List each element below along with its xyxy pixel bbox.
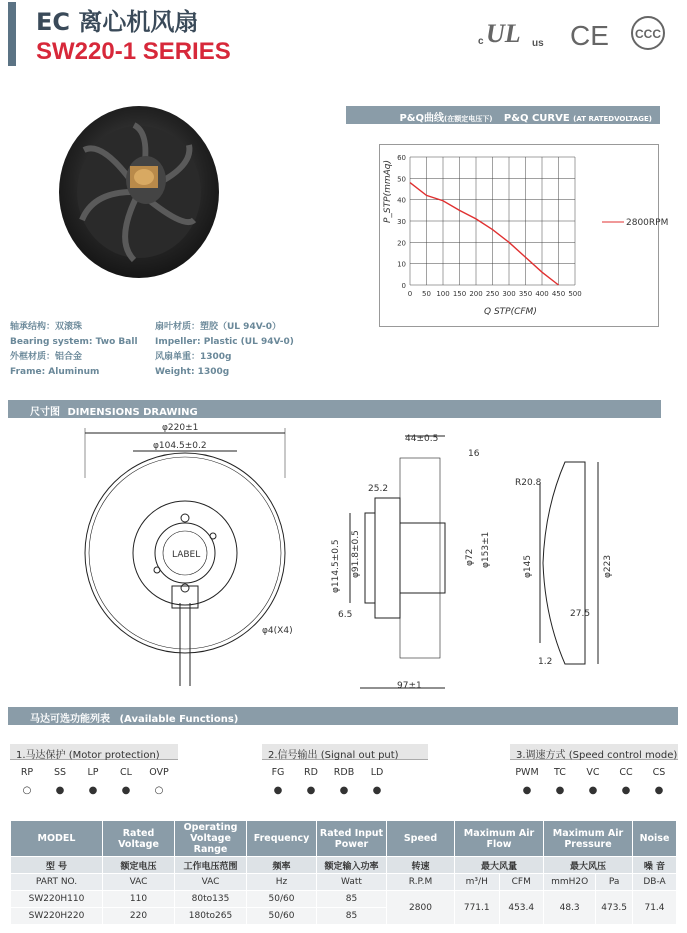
func-g3-item: CC bbox=[619, 767, 633, 778]
row1-voltage: 110 bbox=[103, 891, 175, 908]
th-voltage: Rated Voltage bbox=[103, 821, 175, 857]
pq-xtick: 300 bbox=[502, 290, 516, 298]
row1-power: 85 bbox=[317, 891, 387, 908]
dim-w27: 27.5 bbox=[570, 609, 591, 619]
dim-holes: φ4(X4) bbox=[262, 626, 293, 636]
dim-d72: φ72 bbox=[465, 548, 475, 566]
dim-d145: φ145 bbox=[523, 554, 533, 578]
unit-part: PART NO. bbox=[11, 874, 103, 891]
dim-w16: 16 bbox=[468, 449, 480, 459]
pq-xlabel: Q STP(CFM) bbox=[484, 307, 537, 317]
func-g3-dot: ● bbox=[621, 785, 631, 796]
dim-d153: φ153±1 bbox=[481, 531, 491, 568]
title-cn: EC 离心机风扇 bbox=[36, 8, 199, 36]
th-cn-power: 额定输入功率 bbox=[317, 857, 387, 874]
dim-w44: 44±0.5 bbox=[405, 434, 439, 444]
unit-m3h: m³/H bbox=[455, 874, 500, 891]
row1-model: SW220H110 bbox=[11, 891, 103, 908]
accent-bar bbox=[8, 2, 16, 66]
func-g1-dot: ● bbox=[121, 785, 131, 796]
func-bar-en: (Available Functions) bbox=[119, 714, 239, 725]
dim-d223: φ223 bbox=[603, 554, 613, 578]
table-header-en bbox=[11, 821, 677, 857]
th-pressure: Maximum Air Pressure bbox=[544, 821, 633, 857]
pq-series-2800rpm bbox=[410, 183, 559, 285]
dim-bar-cn: 尺寸图 bbox=[30, 407, 60, 418]
func-g1-dot: ● bbox=[88, 785, 98, 796]
cell-cfm: 453.4 bbox=[499, 891, 544, 925]
unit-vac: VAC bbox=[103, 874, 175, 891]
unit-vac-range: VAC bbox=[175, 874, 247, 891]
th-cn-range: 工作电压范围 bbox=[175, 857, 247, 874]
pq-ytick: 30 bbox=[397, 218, 406, 226]
dim-w12: 1.2 bbox=[538, 657, 553, 667]
func-group-3-header: 3.调速方式 (Speed control mode) bbox=[510, 744, 678, 760]
fan-photo bbox=[54, 100, 224, 290]
dimensions-bar bbox=[8, 400, 661, 418]
func-g2-item: RD bbox=[304, 767, 318, 778]
pq-ytick: 50 bbox=[397, 175, 406, 184]
func-group-2-header: 2.信号输出 (Signal out put) bbox=[262, 744, 428, 760]
dim-w25: 25.2 bbox=[368, 484, 389, 494]
pq-bar-en: P&Q CURVE bbox=[503, 113, 570, 124]
cell-m3h: 771.1 bbox=[455, 891, 500, 925]
func-g1-item: LP bbox=[87, 767, 99, 778]
func-g3-dot: ● bbox=[555, 785, 565, 796]
func-g3-item: CS bbox=[652, 767, 666, 778]
dim-bar-en: DIMENSIONS DRAWING bbox=[67, 407, 198, 418]
th-range: Operating Voltage Range bbox=[175, 821, 247, 857]
pq-ytick: 0 bbox=[401, 282, 406, 290]
func-bar-cn: 马达可选功能列表 bbox=[30, 714, 110, 725]
func-g2-item: FG bbox=[271, 767, 285, 778]
pq-xtick: 200 bbox=[469, 290, 483, 298]
pq-ytick: 40 bbox=[397, 196, 406, 205]
row2-range: 180to265 bbox=[175, 908, 247, 925]
func-g3-dot: ● bbox=[522, 785, 532, 796]
th-freq: Frequency bbox=[247, 821, 317, 857]
cell-speed: 2800 bbox=[387, 891, 455, 925]
pq-xtick: 500 bbox=[568, 290, 582, 298]
dim-w97: 97±1 bbox=[397, 681, 422, 691]
th-cn-noise: 噪 音 bbox=[633, 857, 677, 874]
cert-logos bbox=[478, 16, 678, 50]
pq-xtick: 150 bbox=[452, 290, 467, 298]
dim-d114: φ114.5±0.5 bbox=[331, 539, 341, 593]
dim-r20: R20.8 bbox=[515, 478, 542, 488]
pq-header-bar bbox=[346, 106, 660, 124]
func-g1-item: CL bbox=[120, 767, 132, 778]
func-g3-item: PWM bbox=[515, 767, 539, 778]
dim-w6: 6.5 bbox=[338, 610, 353, 620]
func-g1-item: SS bbox=[53, 767, 67, 778]
func-g2-dot: ● bbox=[306, 785, 316, 796]
pq-xtick: 350 bbox=[518, 290, 533, 298]
row1-freq: 50/60 bbox=[247, 891, 317, 908]
bearing-en: Bearing system: Two Ball bbox=[10, 337, 138, 347]
th-cn-freq: 频率 bbox=[247, 857, 317, 874]
row2-freq: 50/60 bbox=[247, 908, 317, 925]
func-g1-item: OVP bbox=[149, 767, 169, 778]
unit-mmh2o: mmH2O bbox=[544, 874, 596, 891]
th-cn-voltage: 额定电压 bbox=[103, 857, 175, 874]
dim-label: LABEL bbox=[172, 550, 201, 560]
unit-hz: Hz bbox=[247, 874, 317, 891]
pq-ytick: 60 bbox=[397, 154, 406, 162]
ce-logo: CE bbox=[570, 20, 609, 51]
cell-noise: 71.4 bbox=[633, 891, 677, 925]
pq-xtick: 250 bbox=[485, 290, 500, 298]
dim-d91: φ91.8±0.5 bbox=[351, 530, 361, 578]
dim-d104: φ104.5±0.2 bbox=[153, 441, 207, 451]
func-g3-item: TC bbox=[554, 767, 566, 778]
svg-text:us: us bbox=[532, 38, 544, 49]
th-cn-model: 型 号 bbox=[11, 857, 103, 874]
pq-ylabel: P_STP(mmAq) bbox=[383, 160, 393, 223]
pq-xtick: 0 bbox=[407, 290, 413, 298]
func-g2-dot: ● bbox=[273, 785, 283, 796]
func-g2-item: LD bbox=[370, 767, 384, 778]
functions-bar bbox=[8, 707, 678, 725]
side-view bbox=[350, 436, 445, 688]
func-g1-dot: ○ bbox=[154, 785, 164, 796]
table-row bbox=[11, 891, 677, 908]
table-units bbox=[11, 874, 677, 891]
weight-cn: 风扇单重：1300g bbox=[155, 352, 232, 362]
th-cn-airflow: 最大风量 bbox=[455, 857, 544, 874]
pq-ytick: 20 bbox=[397, 239, 406, 248]
pq-xtick: 450 bbox=[551, 290, 566, 298]
pq-ticks bbox=[397, 154, 582, 298]
pq-xtick: 100 bbox=[436, 290, 450, 298]
spec-left bbox=[10, 320, 138, 380]
ul-logo bbox=[478, 19, 544, 49]
func-g1-dot: ○ bbox=[22, 785, 32, 796]
func-g2-dot: ● bbox=[339, 785, 349, 796]
ccc-logo bbox=[632, 17, 664, 49]
func-g3-dot: ● bbox=[588, 785, 598, 796]
unit-pa: Pa bbox=[596, 874, 633, 891]
spec-table bbox=[10, 820, 677, 925]
unit-watt: Watt bbox=[317, 874, 387, 891]
frame-cn: 外框材质：铝合金 bbox=[10, 352, 83, 362]
pq-xtick: 50 bbox=[422, 290, 431, 298]
table-header-cn bbox=[11, 857, 677, 874]
dimension-drawing bbox=[60, 418, 680, 698]
frame-en: Frame: Aluminum bbox=[10, 367, 100, 377]
unit-dba: DB-A bbox=[633, 874, 677, 891]
pq-bar-en-small: (AT RATEDVOLTAGE) bbox=[573, 115, 652, 123]
pq-chart-box bbox=[379, 144, 669, 327]
func-group-1-header: 1.马达保护 (Motor protection) bbox=[10, 744, 178, 760]
weight-en: Weight: 1300g bbox=[155, 367, 230, 377]
th-model: MODEL bbox=[11, 821, 103, 857]
func-g3-item: VC bbox=[586, 767, 600, 778]
svg-text:CCC: CCC bbox=[635, 27, 661, 41]
th-power: Rated Input Power bbox=[317, 821, 387, 857]
spec-right bbox=[155, 320, 294, 380]
svg-text:c: c bbox=[478, 36, 484, 47]
title-en: SW220-1 SERIES bbox=[36, 38, 231, 65]
th-cn-speed: 转速 bbox=[387, 857, 455, 874]
pq-legend: 2800RPM bbox=[626, 218, 669, 228]
th-noise: Noise bbox=[633, 821, 677, 857]
svg-text:UL: UL bbox=[486, 19, 521, 48]
row2-power: 85 bbox=[317, 908, 387, 925]
pq-bar-cn-small: (在额定电压下) bbox=[444, 115, 493, 123]
func-g2-dot: ● bbox=[372, 785, 382, 796]
th-speed: Speed bbox=[387, 821, 455, 857]
func-g1-item: RP bbox=[20, 767, 34, 778]
impeller-cn: 扇叶材质：塑胶（UL 94V-0） bbox=[155, 322, 282, 332]
pq-grid bbox=[410, 157, 575, 285]
func-g3-dot: ● bbox=[654, 785, 664, 796]
bearing-cn: 轴承结构：双滚珠 bbox=[10, 322, 83, 332]
pq-chart bbox=[380, 145, 669, 326]
unit-rpm: R.P.M bbox=[387, 874, 455, 891]
th-cn-pressure: 最大风压 bbox=[544, 857, 633, 874]
profile-view bbox=[540, 462, 598, 664]
func-g2-item: RDB bbox=[333, 767, 355, 778]
cell-mmh2o: 48.3 bbox=[544, 891, 596, 925]
dim-d220: φ220±1 bbox=[162, 423, 199, 433]
func-g1-dot: ● bbox=[55, 785, 65, 796]
pq-bar-cn: P&Q曲线 bbox=[399, 113, 445, 124]
cell-pa: 473.5 bbox=[596, 891, 633, 925]
th-airflow: Maximum Air Flow bbox=[455, 821, 544, 857]
pq-ytick: 10 bbox=[397, 260, 406, 269]
row2-model: SW220H220 bbox=[11, 908, 103, 925]
impeller-en: Impeller: Plastic (UL 94V-0) bbox=[155, 337, 294, 347]
pq-xtick: 400 bbox=[535, 290, 549, 298]
row2-voltage: 220 bbox=[103, 908, 175, 925]
unit-cfm: CFM bbox=[499, 874, 544, 891]
row1-range: 80to135 bbox=[175, 891, 247, 908]
